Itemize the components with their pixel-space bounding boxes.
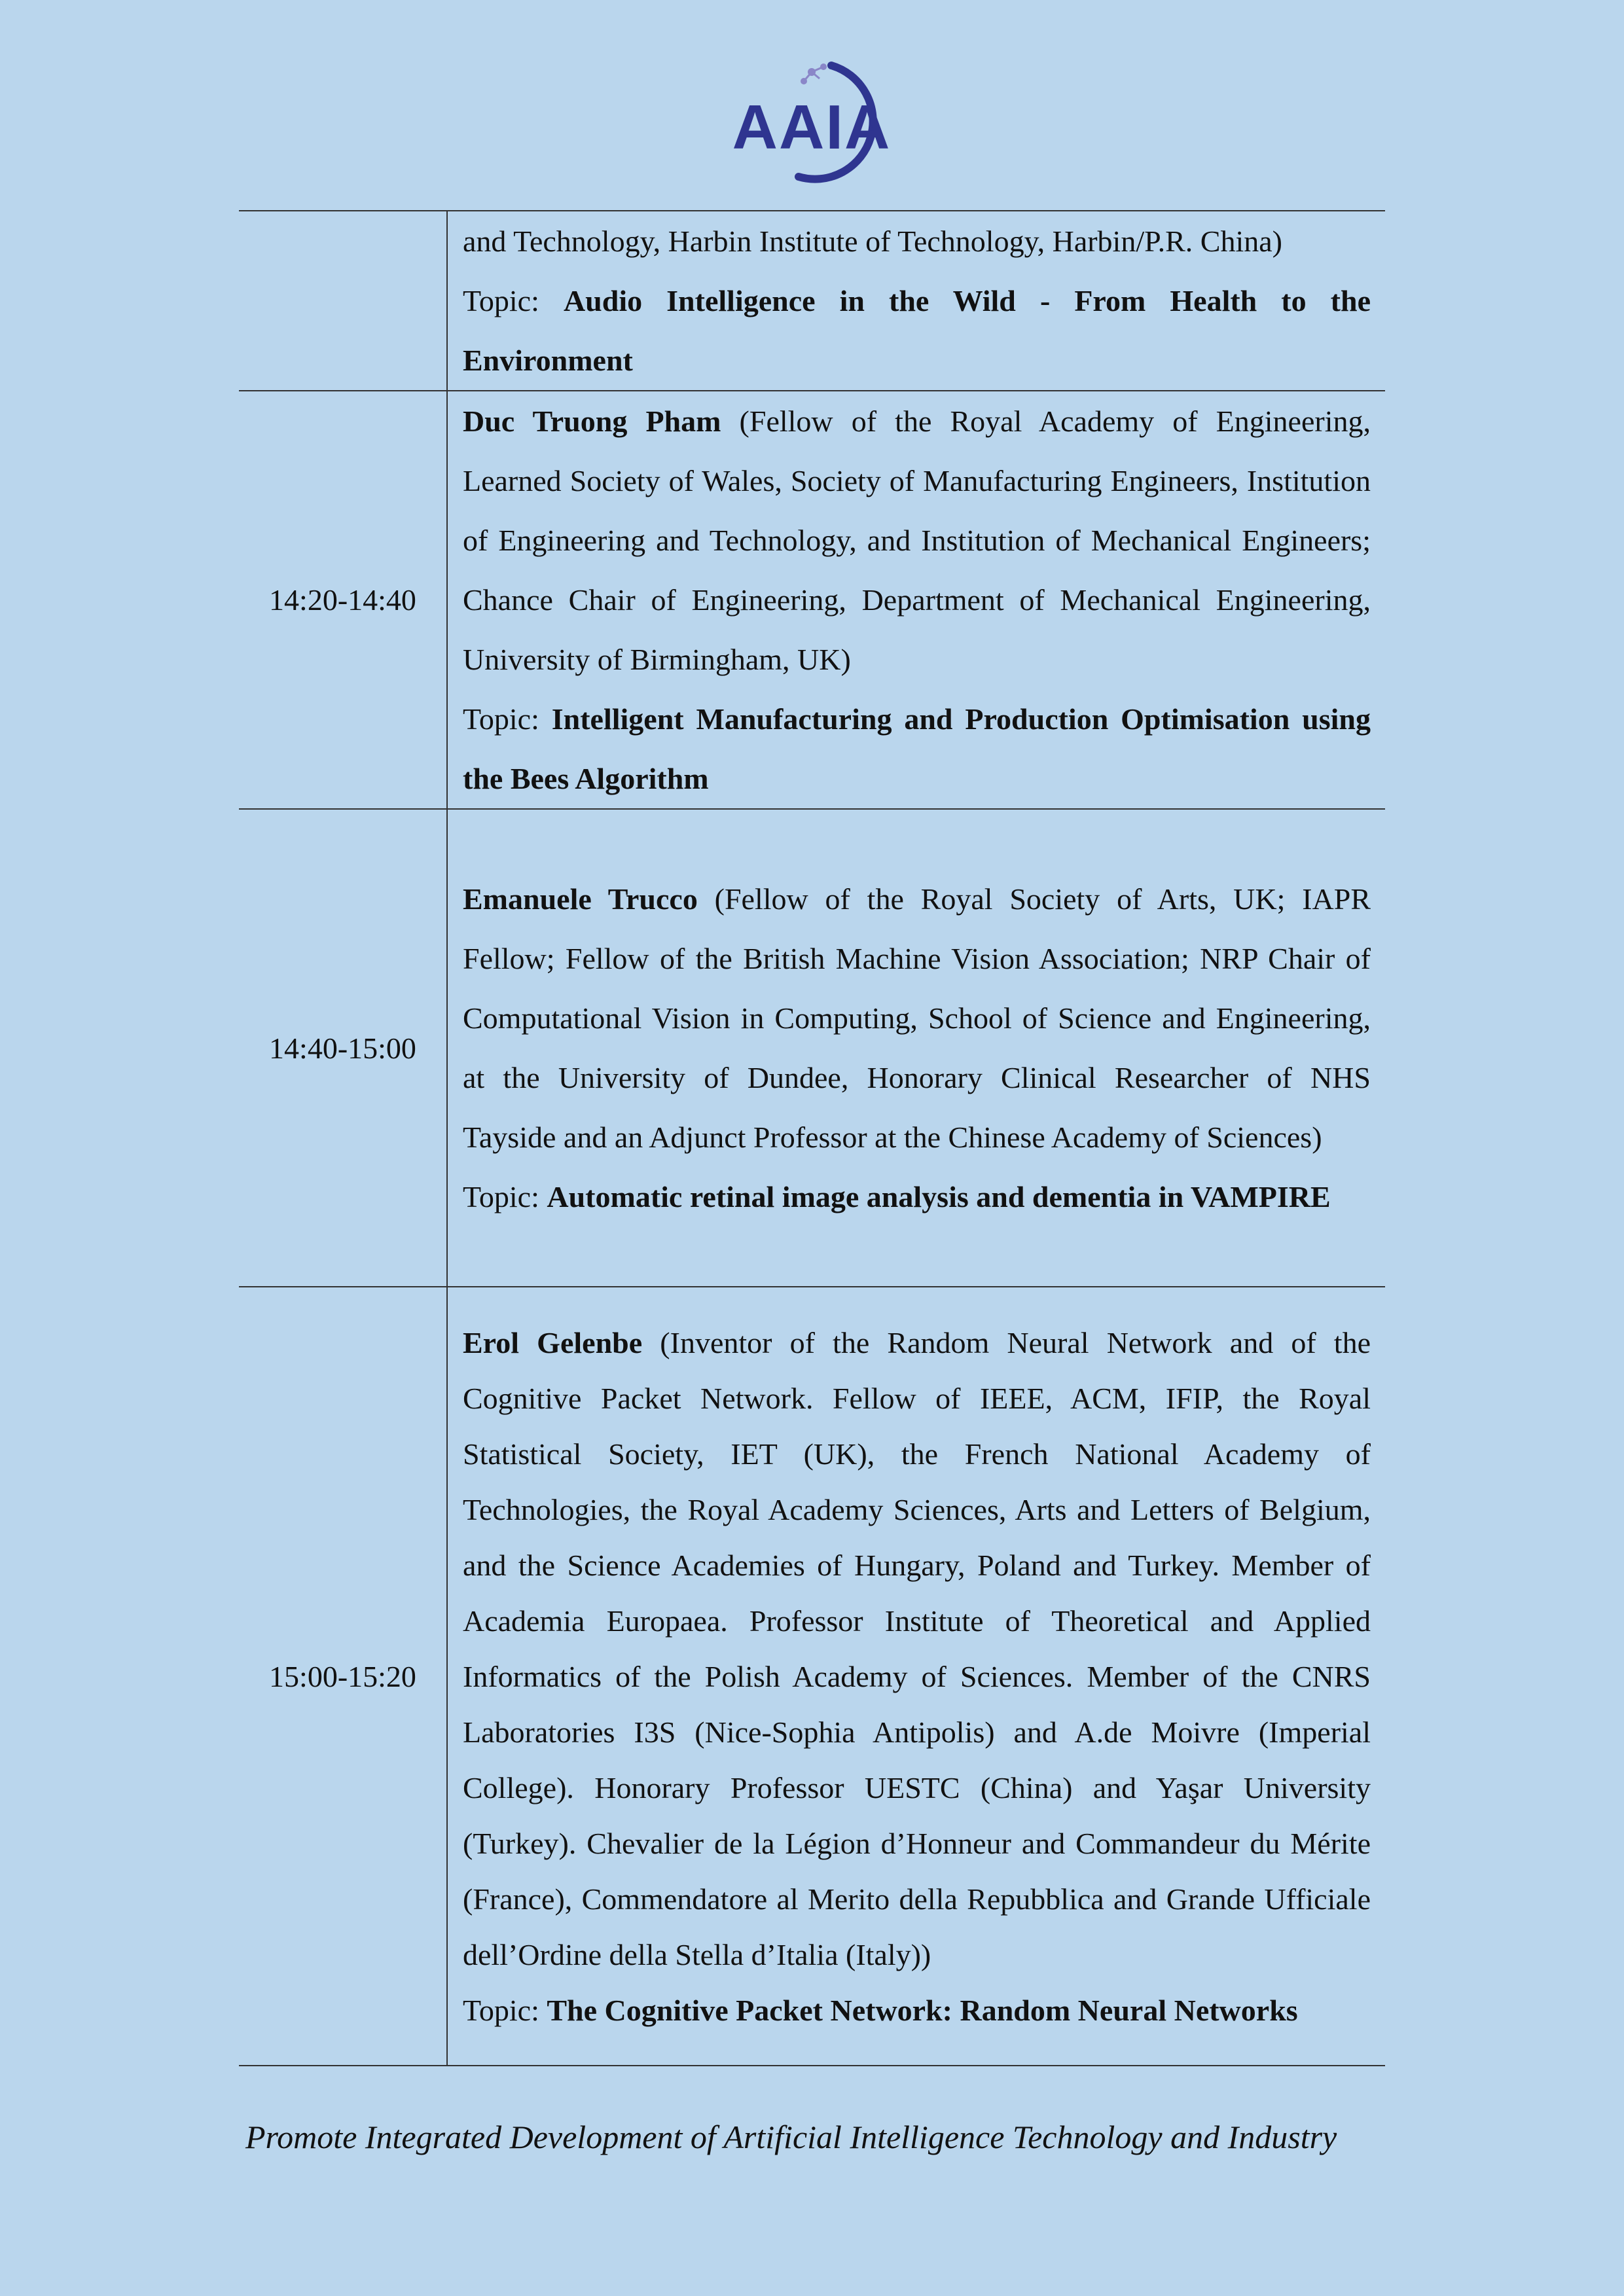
time-cell: 14:40-15:00 [239,809,447,1287]
logo-text: AAIA [732,92,892,162]
topic-line [463,689,1371,808]
aaia-logo [720,52,903,190]
table-row [239,1287,1385,2066]
time-cell: 14:20-14:40 [239,391,447,809]
topic-line [463,1167,1371,1227]
topic-label: Topic: [463,702,539,736]
talk-cell [447,391,1385,809]
footer-slogan: Promote Integrated Development of Artificial Intelligence Technology and Industry [245,2119,1337,2155]
topic-line [463,1982,1371,2038]
agenda-table [239,210,1385,2066]
time-cell: 15:00-15:20 [239,1287,447,2066]
speaker-info [463,1315,1371,1982]
topic-label: Topic: [463,1993,539,2027]
topic-title: Audio Intelligence in the Wild - From Health to the Environment [463,284,1371,377]
speaker-name: Emanuele Trucco [463,882,698,916]
speaker-info [463,391,1371,689]
topic-line [463,271,1371,390]
table-row [239,391,1385,809]
speaker-affiliation: (Fellow of the Royal Society of Arts, UK; IAPR Fellow; Fellow of the British Machine Vision Association; NRP Chair of Computational Vision in Computing, School of Science and Engineering, at the University of Dundee, Honorary Clinical Researcher of NHS Tayside and an Adjunct Professor at the Chinese Academy of Sciences) [463,882,1371,1154]
speaker-name: Duc Truong Pham [463,404,721,438]
speaker-affiliation: and Technology, Harbin Institute of Technology, Harbin/P.R. China) [463,224,1282,258]
topic-title: Automatic retinal image analysis and dementia in VAMPIRE [547,1180,1331,1213]
talk-cell [447,809,1385,1287]
talk-cell [447,1287,1385,2066]
speaker-affiliation: (Inventor of the Random Neural Network and of the Cognitive Packet Network. Fellow of IEEE, ACM, IFIP, the Royal Statistical Society, IET (UK), the French National Academy of Technologies, the Royal Academy Sciences, Arts and Letters of Belgium, and the Science Academies of Hungary, Poland and Turkey. Member of Academia Europaea. Professor Institute of Theoretical and Applied Informatics of the Polish Academy of Sciences. Member of the CNRS Laboratories I3S (Nice-Sophia Antipolis) and A.de Moivre (Imperial College). Honorary Professor UESTC (China) and Yaşar University (Turkey). Chevalier de la Légion d’Honneur and Commandeur du Mérite (France), Commendatore al Merito della Repubblica and Grande Ufficiale dell’Ordine della Stella d’Italia (Italy)) [463,1325,1371,1971]
topic-label: Topic: [463,284,539,317]
topic-label: Topic: [463,1180,539,1213]
talk-cell [447,211,1385,391]
time-cell [239,211,447,391]
table-row [239,211,1385,391]
topic-title: The Cognitive Packet Network: Random Neural Networks [547,1993,1298,2027]
table-row [239,809,1385,1287]
speaker-info [463,211,1371,271]
topic-title: Intelligent Manufacturing and Production Optimisation using the Bees Algorithm [463,702,1371,795]
speaker-name: Erol Gelenbe [463,1325,643,1359]
speaker-info [463,869,1371,1167]
speaker-affiliation: (Fellow of the Royal Academy of Engineering, Learned Society of Wales, Society of Manufacturing Engineers, Institution of Engineering and Technology, and Institution of Mechanical Engineers; Chance Chair of Engineering, Department of Mechanical Engineering, University of Birmingham, UK) [463,404,1371,676]
